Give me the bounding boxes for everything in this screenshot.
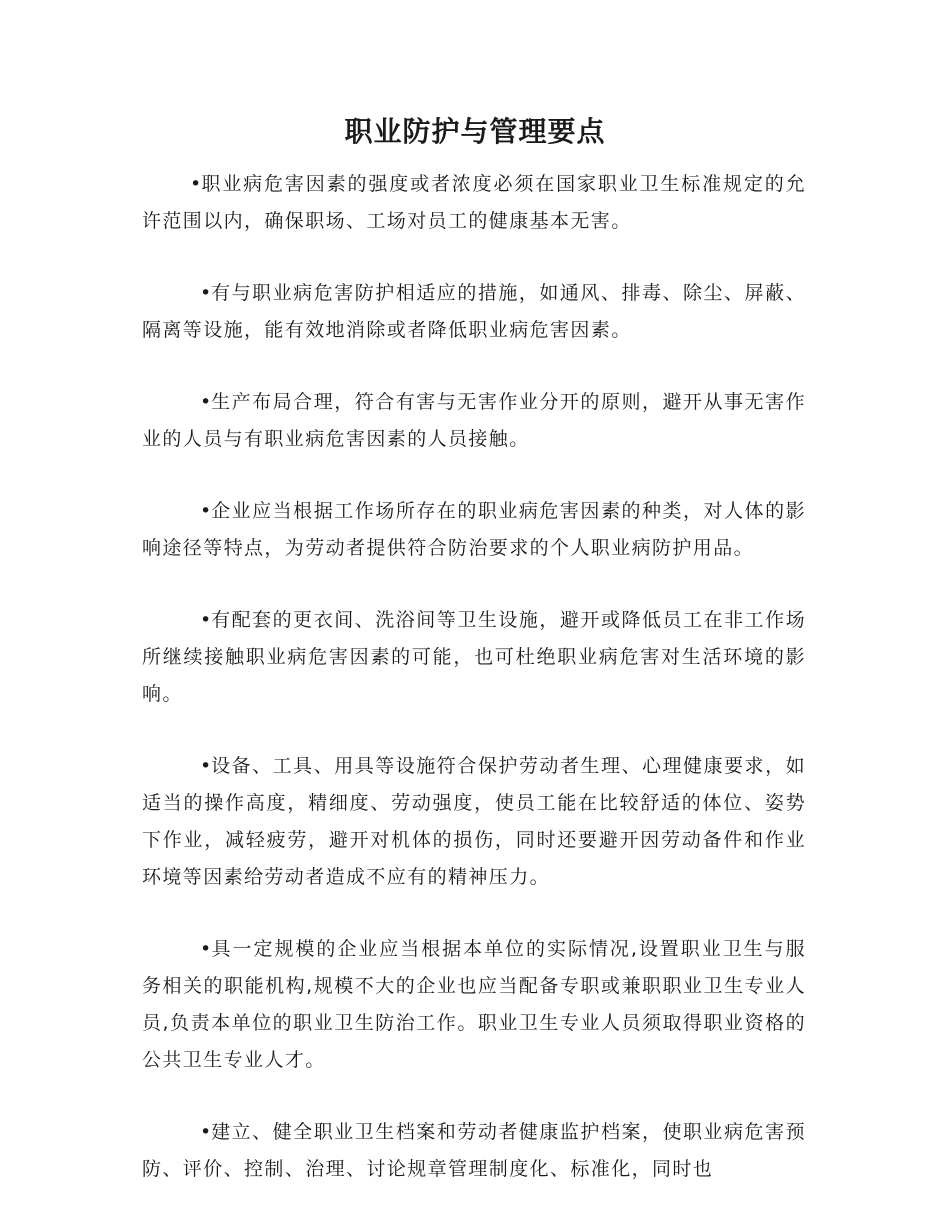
paragraph-text: 建立、健全职业卫生档案和劳动者健康监护档案，使职业病危害预防、评价、控制、治理、讨论规章管理制度化、标准化，同时也 [142, 1121, 806, 1180]
paragraph-text: 职业病危害因素的强度或者浓度必须在国家职业卫生标准规定的允许范围以内，确保职场、工场对员工的健康基本无害。 [142, 173, 806, 232]
bullet-point: • [200, 1121, 213, 1143]
paragraph-2 [142, 275, 806, 349]
paragraph-7 [142, 931, 806, 1079]
document-title: 职业防护与管理要点 [344, 115, 606, 148]
paragraph-text: 有配套的更衣间、洗浴间等卫生设施，避开或降低员工在非工作场所继续接触职业病危害因素的可能，也可杜绝职业病危害对生活环境的影响。 [142, 609, 806, 705]
document-body [142, 166, 806, 1223]
bullet-point: • [200, 609, 213, 631]
paragraph-text: 具一定规模的企业应当根据本单位的实际情况,设置职业卫生与服务相关的职能机构,规模不大的企业也应当配备专职或兼职职业卫生专业人员,负责本单位的职业卫生防治工作。职业卫生专业人员须取得职业资格的公共卫生专业人才。 [142, 938, 806, 1071]
paragraph-text: 有与职业病危害防护相适应的措施，如通风、排毒、除尘、屏蔽、隔离等设施，能有效地消除或者降低职业病危害因素。 [142, 282, 806, 341]
paragraph-4 [142, 493, 806, 567]
paragraph-1 [142, 166, 806, 240]
paragraph-text: 设备、工具、用具等设施符合保护劳动者生理、心理健康要求，如适当的操作高度，精细度、劳动强度，使员工能在比较舒适的体位、姿势下作业，减轻疲劳，避开对机体的损伤，同时还要避开因劳动备件和作业环境等因素给劳动者造成不应有的精神压力。 [142, 755, 806, 888]
paragraph-8 [142, 1114, 806, 1188]
bullet-point: • [200, 391, 213, 413]
bullet-point: • [200, 282, 213, 304]
bullet-point: • [200, 500, 213, 522]
paragraph-5 [142, 602, 806, 713]
bullet-point: • [200, 938, 213, 960]
paragraph-text: 生产布局合理，符合有害与无害作业分开的原则，避开从事无害作业的人员与有职业病危害因素的人员接触。 [142, 391, 806, 450]
paragraph-6 [142, 748, 806, 896]
paragraph-3 [142, 384, 806, 458]
bullet-point: • [200, 755, 213, 777]
paragraph-text: 企业应当根据工作场所存在的职业病危害因素的种类，对人体的影响途径等特点，为劳动者提供符合防治要求的个人职业病防护用品。 [142, 500, 806, 559]
bullet-point: • [190, 173, 203, 195]
